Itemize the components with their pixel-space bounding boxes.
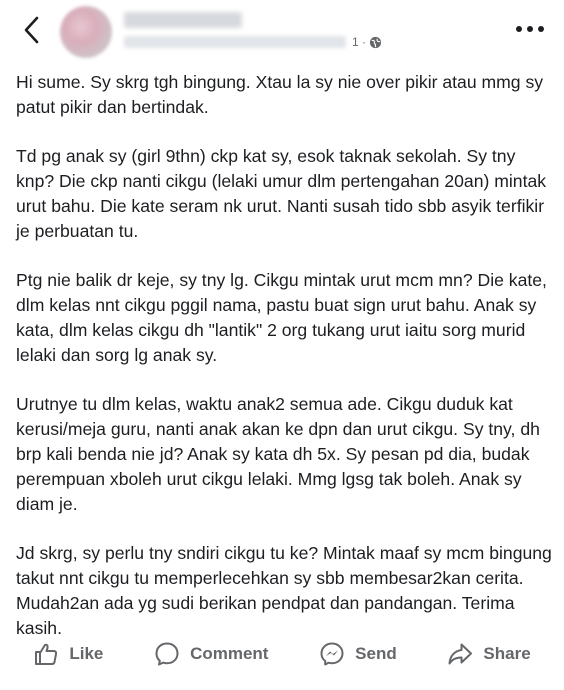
messenger-icon [319,641,345,667]
post-paragraph: Td pg anak sy (girl 9thn) ckp kat sy, esok taknak sekolah. Sy tny knp? Die ckp nanti cikgu (lelaki umur dlm pertengahan 20an) mintak urut bahu. Die kate seram nk urut. Nanti susah tido sbb asyik terfikir je perbuatan tu. [16,146,547,241]
post-time: 1 · [352,35,367,49]
more-horizontal-icon [515,25,545,33]
thumbs-up-icon [33,641,59,667]
comment-button[interactable] [154,641,268,667]
share-button[interactable] [447,641,530,667]
share-label: Share [483,644,531,663]
like-button[interactable] [33,641,103,667]
chevron-left-icon [21,15,43,45]
post-paragraph: Hi sume. Sy skrg tgh bingung. Xtau la sy nie over pikir atau mmg sy patut pikir dan bertindak. [16,72,544,117]
avatar[interactable] [60,6,112,58]
share-arrow-icon [447,641,473,667]
meta-redacted [124,36,346,48]
send-button[interactable] [319,641,397,667]
post-paragraph: Jd skrg, sy perlu tny sndiri cikgu tu ke? Mintak maaf sy mcm bingung takut nnt cikgu tu memperlecehkan sy sbb membesar2kan cerita. Mudah2an ada yg sudi berikan pendpat dan pandangan. Terima kasih. [16,543,552,638]
more-options-button[interactable] [512,14,548,44]
like-label: Like [69,644,104,663]
send-label: Send [355,644,397,663]
globe-icon [369,36,382,49]
author-name-redacted[interactable] [124,12,242,28]
post-actions-bar [0,628,564,680]
comment-bubble-icon [154,641,180,667]
post-paragraph: Ptg nie balik dr keje, sy tny lg. Cikgu mintak urut mcm mn? Die kate, dlm kelas nnt cikgu pggil nama, pastu buat sign urut bahu. Anak sy kata, dlm kelas cikgu dh "lantik" 2 org tukang urut iaitu sorg murid lelaki dan sorg lg anak sy. [16,270,547,365]
comment-label: Comment [190,644,269,663]
post-body [16,70,552,665]
post-header [0,0,564,62]
post-meta [124,34,382,50]
post-paragraph: Urutnye tu dlm kelas, waktu anak2 semua ade. Cikgu duduk kat kerusi/meja guru, nanti anak akan ke dpn dan urut cikgu. Sy tny, dh brp kali benda nie jd? Anak sy kata dh 5x. Sy pesan pd dia, budak perempuan xboleh urut cikgu lelaki. Mmg lgsg tak boleh. Anak sy diam je. [16,394,540,514]
back-button[interactable] [14,12,50,48]
